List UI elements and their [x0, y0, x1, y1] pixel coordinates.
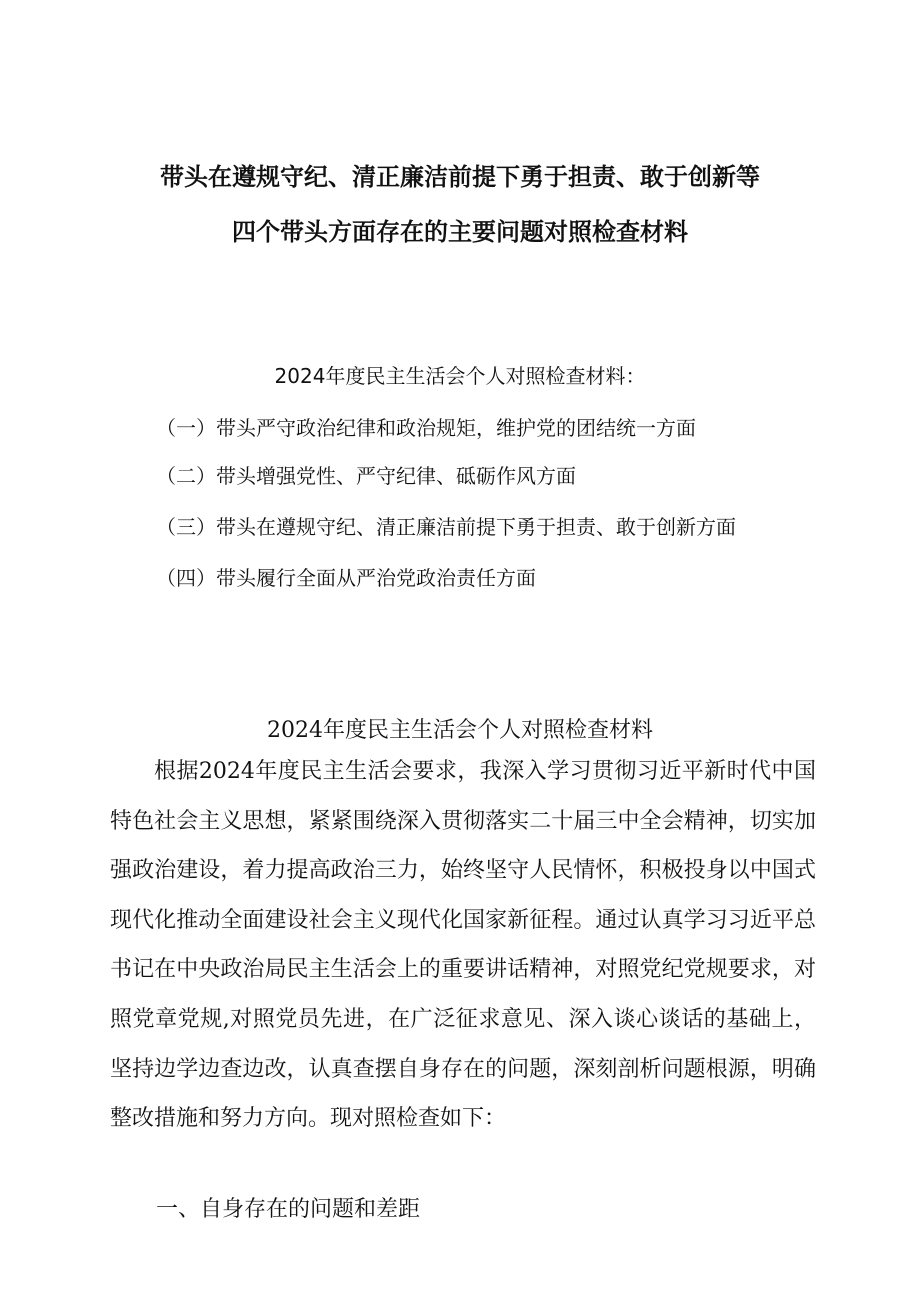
intro-paragraph: 根据2024年度民主生活会要求，我深入学习贯彻习近平新时代中国特色社会主义思想，紧紧围绕深入贯彻落实二十届三中全会精神，切实加强政治建设，着力提高政治三力，始终坚守人民情怀，积极投身以中国式现代化推动全面建设社会主义现代化国家新征程。通过认真学习习近平总书记在中央政治局民主生活会上的重要讲话精神，对照党纪党规要求，对照党章党规,对照党员先进，在广泛征求意见、深入谈心谈话的基础上，坚持边学边查边改，认真查摆自身存在的问题，深刻剖析问题根源，明确整改措施和努力方向。现对照检查如下： — [110, 759, 816, 1132]
toc-item-3: （三）带头在遵规守纪、清正廉洁前提下勇于担责、敢于创新方面 — [156, 515, 736, 539]
main-title: 2024年度民主生活会个人对照检查材料 — [267, 718, 653, 743]
toc-heading: 2024年度民主生活会个人对照检查材料： — [274, 364, 646, 388]
document-title-line-1: 带头在遵规守纪、清正廉洁前提下勇于担责、敢于创新等 — [160, 163, 760, 191]
toc-item-1: （一）带头严守政治纪律和政治规矩，维护党的团结统一方面 — [156, 416, 696, 440]
toc-item-4: （四）带头履行全面从严治党政治责任方面 — [156, 566, 536, 590]
toc-item-2: （二）带头增强党性、严守纪律、砥砺作风方面 — [156, 464, 576, 488]
section-1-heading: 一、自身存在的问题和差距 — [156, 1197, 421, 1222]
document-title-line-2: 四个带头方面存在的主要问题对照检查材料 — [232, 218, 688, 246]
